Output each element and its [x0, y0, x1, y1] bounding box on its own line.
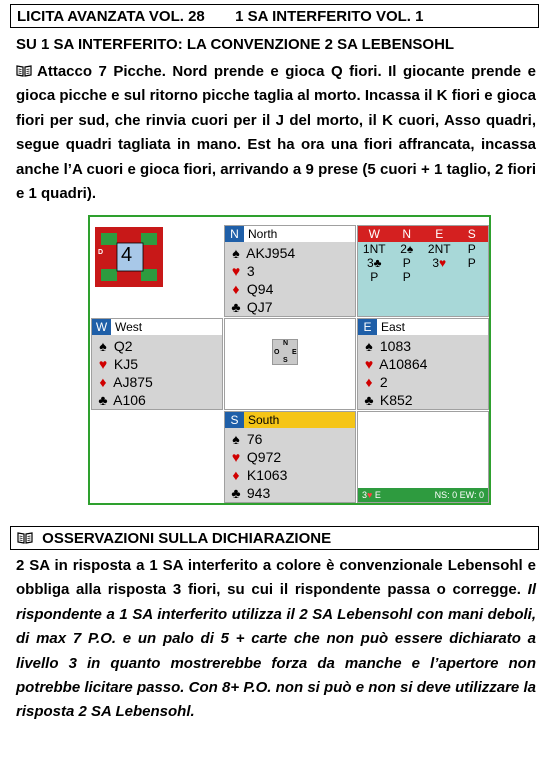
diamond-icon: ♦ [232, 467, 240, 483]
spade-icon: ♠ [365, 338, 373, 354]
empty-cell [91, 411, 223, 503]
west-hearts [96, 355, 138, 373]
spade-icon: ♠ [99, 338, 107, 354]
club-icon: ♣ [364, 392, 374, 408]
south-hearts [229, 448, 281, 466]
bid-cell: 2♠ [400, 242, 414, 256]
spade-icon: ♠ [232, 245, 240, 261]
board-number-cell [90, 225, 222, 317]
club-icon: ♣ [98, 392, 108, 408]
section-title: OSSERVAZIONI SULLA DICHIARAZIONE [42, 530, 332, 547]
north-clubs [229, 298, 273, 316]
lead-paragraph-text: Attacco 7 Picche. Nord prende e gioca Q fiori. Il giocante prende e gioca picche e sul ritorno picche taglia al morto. Incassa il K fiori e gioca fiori per sud, che rinvia cuori per il J del morto, il K cuori, Asso quadri, segue quadri tagliata in mano. Est ha ora una fiori affrancata, incassa anche l’A cuori e gioca fiori, arrivando a 9 prese (5 cuori + 1 taglio, 2 fiori e 1 quadri). [16, 63, 536, 203]
diamond-icon: ♦ [365, 374, 373, 390]
north-clubs-cards: QJ7 [246, 299, 273, 315]
club-icon: ♣ [231, 299, 241, 315]
west-hearts-cards: KJ5 [113, 356, 139, 372]
compass-west: O [274, 349, 280, 356]
diamond-icon: ♦ [99, 374, 107, 390]
compass-east: E [292, 349, 297, 356]
dealer-label: D [98, 249, 104, 256]
bidding-row [358, 242, 488, 256]
heart-icon: ♥ [231, 263, 241, 279]
bid-header-w: W [368, 227, 380, 241]
north-diamonds-cards: Q94 [246, 281, 274, 297]
west-header [92, 319, 222, 335]
bid-cell: P [467, 242, 476, 256]
east-name: East [381, 320, 406, 334]
book-icon [17, 532, 33, 544]
east-spades [362, 337, 411, 355]
observations-plain: 2 SA in risposta a 1 SA interferito a colore è convenzionale Lebensohl e obbliga alla risposta 3 fiori, su cui il rispondente passa o corregge. [16, 557, 536, 599]
heart-icon: ♥ [98, 356, 108, 372]
west-name: West [115, 320, 143, 334]
south-diamonds [229, 466, 287, 484]
south-hand [224, 411, 356, 503]
west-clubs-cards: A106 [113, 392, 146, 408]
observations-paragraph [16, 554, 536, 725]
north-hand [224, 225, 356, 317]
east-spades-cards: 1083 [379, 338, 412, 354]
north-diamonds [229, 280, 273, 298]
west-diamonds [96, 373, 153, 391]
book-icon [16, 65, 32, 77]
diamond-icon: ♦ [232, 281, 240, 297]
header-bar [10, 4, 539, 28]
score-label: NS: 0 EW: 0 [434, 490, 484, 500]
series-title: LICITA AVANZATA VOL. 28 [17, 8, 205, 25]
north-spades [229, 244, 295, 262]
result-bar [358, 488, 488, 502]
compass-south: S [283, 357, 288, 364]
east-clubs-cards: K852 [379, 392, 413, 408]
south-seat-badge: S [225, 412, 244, 428]
south-name: South [248, 413, 280, 427]
east-header [358, 319, 488, 335]
compass-north: N [283, 340, 289, 347]
south-spades-cards: 76 [246, 431, 263, 447]
west-seat-badge: W [92, 319, 111, 335]
east-clubs [362, 391, 413, 409]
bid-header-s: S [467, 227, 476, 241]
bidding-header-row [358, 226, 488, 242]
bid-cell: 2NT [427, 242, 451, 256]
bid-cell: 3♣ [366, 256, 382, 270]
east-hearts-cards: A10864 [379, 356, 428, 372]
bidding-box [357, 225, 489, 317]
south-hearts-cards: Q972 [246, 449, 282, 465]
club-icon: ♣ [231, 485, 241, 501]
west-spades-cards: Q2 [113, 338, 133, 354]
contract-label: 3♥ E [362, 490, 381, 500]
spade-icon: ♠ [232, 431, 240, 447]
north-hearts-cards: 3 [246, 263, 255, 279]
bid-cell: P [467, 256, 476, 270]
bridge-deal-diagram [88, 215, 491, 505]
observations-italic: Il rispondente a 1 SA interferito utilizza il 2 SA Lebensohl con mani deboli, di max 7 P.O. e un palo di 5 + carte che non può essere dichiarato a livello 3 in quanto mostrerebbe forza da manche e l’apertore non potrebbe licitare passo. Con 8+ P.O. non si può e non si deve utilizzare la risposta 2 SA Lebensohl. [16, 581, 536, 721]
page-subtitle: SU 1 SA INTERFERITO: LA CONVENZIONE 2 SA LEBENSOHL [16, 36, 455, 53]
bid-cell [423, 270, 456, 284]
south-header [225, 412, 355, 428]
lead-paragraph [16, 60, 536, 206]
south-diamonds-cards: K1063 [246, 467, 288, 483]
bid-header-n: N [402, 227, 412, 241]
east-diamonds [362, 373, 388, 391]
west-clubs [96, 391, 146, 409]
bid-cell: 3♥ [432, 256, 447, 270]
heart-icon: ♥ [231, 449, 241, 465]
bid-cell: P [370, 270, 379, 284]
compass-icon [272, 339, 298, 365]
east-seat-badge: E [358, 319, 377, 335]
section-header [10, 526, 539, 550]
bidding-row [358, 256, 488, 270]
north-header [225, 226, 355, 242]
west-spades [96, 337, 133, 355]
south-spades [229, 430, 262, 448]
east-hand [357, 318, 489, 410]
north-spades-cards: AKJ954 [246, 245, 296, 261]
bidding-table [358, 226, 488, 284]
result-cell [357, 411, 489, 503]
west-hand [91, 318, 223, 410]
west-diamonds-cards: AJ875 [113, 374, 153, 390]
east-hearts [362, 355, 427, 373]
bid-cell [456, 270, 489, 284]
bid-header-e: E [435, 227, 444, 241]
north-name: North [248, 227, 278, 241]
bid-cell: 1NT [362, 242, 386, 256]
north-seat-badge: N [225, 226, 244, 242]
bidding-row [358, 270, 488, 284]
south-clubs-cards: 943 [246, 485, 271, 501]
east-diamonds-cards: 2 [379, 374, 388, 390]
bid-cell: P [402, 270, 411, 284]
north-hearts [229, 262, 255, 280]
board-number: 4 [121, 244, 133, 266]
south-clubs [229, 484, 270, 502]
heart-icon: ♥ [364, 356, 374, 372]
volume-title: 1 SA INTERFERITO VOL. 1 [235, 8, 424, 25]
table-center [224, 318, 356, 410]
bid-cell: P [402, 256, 411, 270]
